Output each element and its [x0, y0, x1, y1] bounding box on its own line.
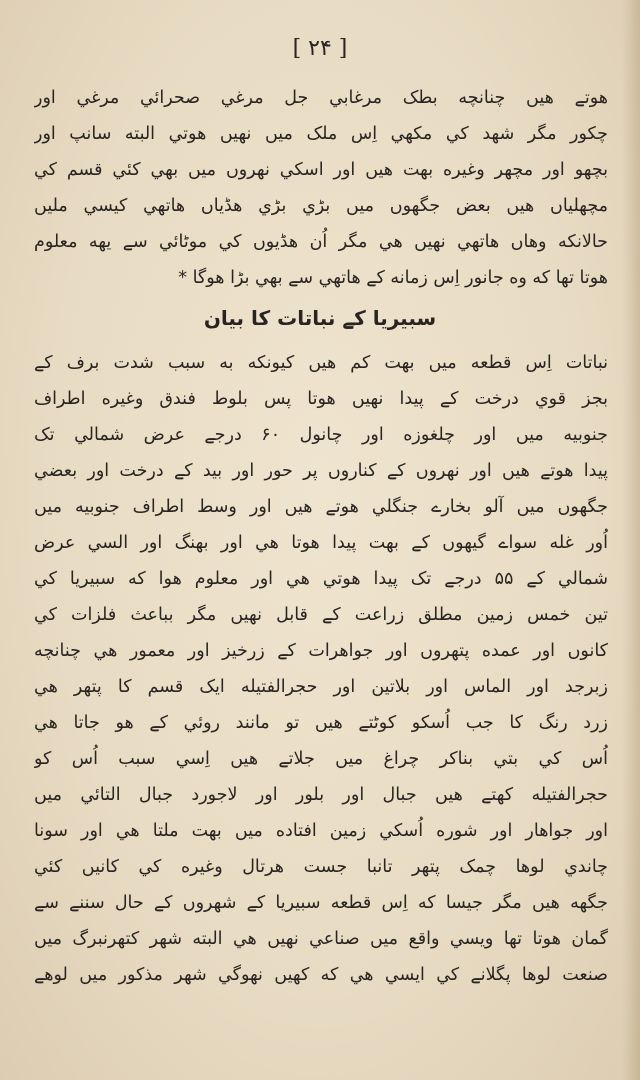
text-line: مچهلیاں هیں بعض جگهوں میں بڑي بڑي هڈیاں هاتهي کیسي ملیں: [34, 196, 608, 216]
text-line: اُور غله سواے گیهوں کے بهت پیدا هوتا هي اور بهنگ اور السي عرض: [34, 533, 608, 553]
text-line: جنوبیه میں اور چلغوزه اور چانول ۶۰ درجے عرض شمالي تک: [34, 425, 608, 445]
text-line: زبرجد اور الماس اور بلاتین اور حجرالفتیله ایک قسم کا پتهر هي: [34, 677, 608, 697]
text-line: هوتے هیں چنانچه بطک مرغابي جل مرغي صحرائي مرغي اور: [34, 88, 608, 108]
text-line: تین خمس زمین مطلق زراعت کے قابل نهیں مگر بباعث فلزات کي: [34, 605, 608, 625]
text-line: گمان هوتا تها ویسي واقع میں صناعي نهیں هي البته شهر کتهرنبرگ میں: [34, 929, 608, 949]
text-line: حجرالفتیله کهتے هیں جبال اور بلور اور لاجورد جبال التائي میں: [34, 785, 608, 805]
text-line: بجز قوي درخت کے پیدا نهیں هوتا پس بلوط فندق وغیره اطراف: [34, 389, 608, 409]
text-line: چاندي لوها چمک پتهر تانبا جست هرتال وغیره کي کانیں کئي: [34, 857, 608, 877]
text-line: جگهوں میں آلو بخارے جنگلي هوتے هیں اور وسط اطراف جنوبیه میں: [34, 497, 608, 517]
text-line: جگهه هیں مگر جیسا که اِس قطعه سبیریا کے شهروں کے حال سننے سے: [34, 893, 608, 913]
paragraph-flora: [34, 345, 608, 993]
text-line: کانوں اور عمده پتهروں اور جواهرات کے زرخیز اور معمور هي چنانچه: [34, 641, 608, 661]
text-line: بچهو اور مچهر وغیره بهت هیں اور اسکي نهروں میں بهي کئي قسم کي: [34, 160, 608, 180]
text-line: اُس کي بتي بناکر چراغ میں جلاتے هیں اِسي سبب اُس کو: [34, 749, 608, 769]
text-line: شمالي کے ۵۵ درجے تک پیدا هوتي هي اور معلوم هوا که سبیریا کي: [34, 569, 608, 589]
paragraph-fauna: [34, 80, 608, 296]
text-line: صنعت لوها پگلانے کي ایسي هي که کهیں نهوگي شهر مذکور میں لوهے: [34, 965, 608, 985]
text-line: هوتا تها که وه جانور اِس زمانه کے هاتهي سے بهي بڑا هوگا *: [178, 268, 608, 288]
text-line: نباتات اِس قطعه میں بهت کم هیں کیونکه به سبب شدت برف کے: [34, 353, 608, 373]
text-line: چکور مگر شهد کي مکهي اِس ملک میں نهیں هوتي البته سانپ اور: [34, 124, 608, 144]
page-number: [ ۲۴ ]: [292, 36, 348, 61]
page-edge-shadow: [622, 0, 640, 1080]
section-heading: سبیریا کے نباتات کا بیان: [203, 306, 437, 330]
text-line: اور جواهار اور شوره اُسکي زمین افتاده میں بهت ملتا هي اور سونا: [34, 821, 608, 841]
text-line: حالانکه وهاں هاتهي نهیں هي مگر اُن هڈیوں کي موٹائي سے یهه معلوم: [34, 232, 608, 252]
text-line: زرد رنگ کا جب اُسکو کوٹتے هیں تو مانند روئي کے هو جاتا هي: [34, 713, 608, 733]
text-line: پیدا هوتے هیں اور نهروں کے کناروں پر حور اور بید کے درخت اور بعضي: [34, 461, 608, 481]
